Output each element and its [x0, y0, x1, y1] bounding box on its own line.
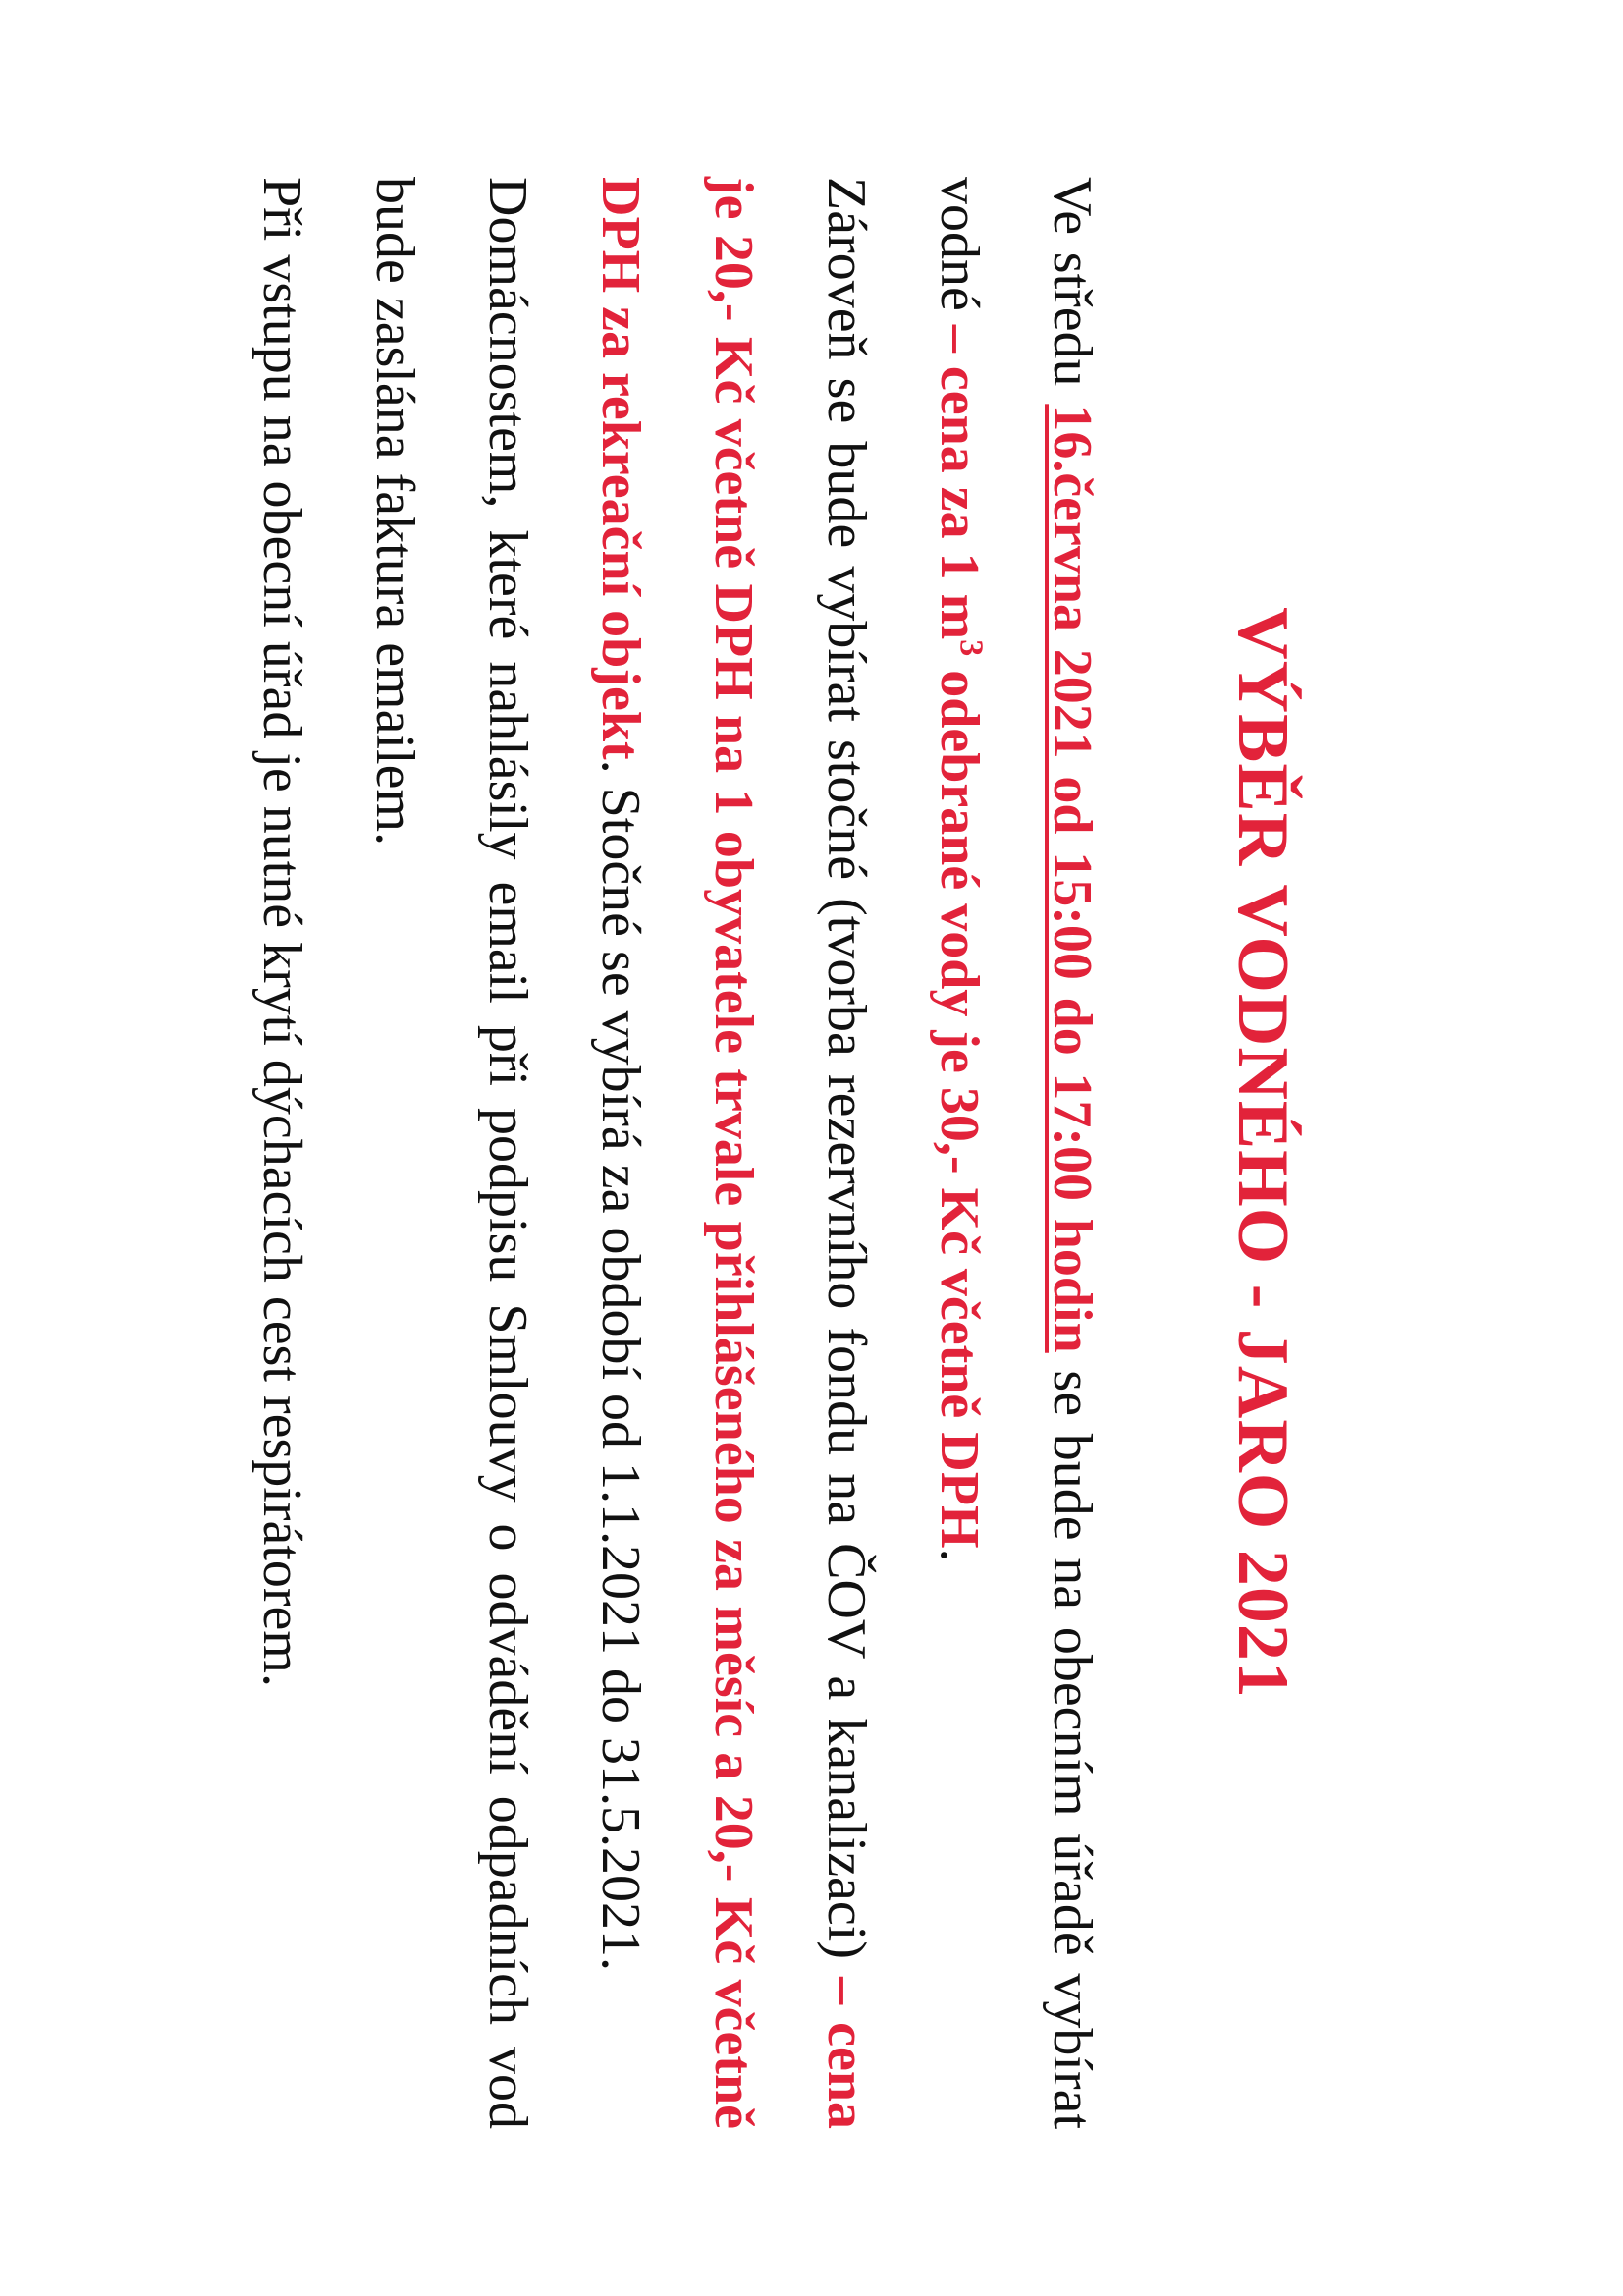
paragraph-email-invoice: Domácnostem, které nahlásily email při podpisu Smlouvy o odvádění odpadních vod bude zaslána faktura emailem.	[364, 177, 538, 2129]
water-price	[929, 325, 990, 1549]
paragraph-text: . Stočné se vybírá za období od 1.1.2021 do 31.5.2021.	[590, 759, 651, 1972]
paragraph-collection-info	[902, 177, 1128, 2129]
paragraph-sewage-info	[564, 177, 902, 2129]
paragraph-text: .	[929, 1548, 990, 1562]
page-title: VÝBĚR VODNÉHO - JARO 2021	[1222, 607, 1303, 1699]
paragraph-text: Zároveň se bude vybírat stočné (tvorba rezervního fondu na ČOV a kanalizaci)	[816, 177, 877, 1978]
water-price-part: odebrané vody je 30,- Kč včetně DPH	[929, 656, 990, 1549]
paragraph-text: Ve středu	[1042, 177, 1103, 405]
collection-date-time: 16.června 2021 od 15:00 do 17:00 hodin	[1042, 404, 1103, 1353]
paragraph-respirator: Při vstupu na obecní úřad je nutné krytí dýchacích cest respirátorem.	[251, 177, 312, 1687]
paragraph-text: se bude na obecním úřadě vybírat vodné	[929, 177, 1103, 2130]
superscript-3: 3	[952, 639, 990, 657]
sewage-price: – cena je 20,- Kč včetně DPH na 1 obyvatele trvale přihlášeného za měsíc a 20,- Kč včetně DPH za rekreační objekt	[590, 177, 877, 2129]
water-price-part: – cena za 1 m	[929, 324, 990, 640]
